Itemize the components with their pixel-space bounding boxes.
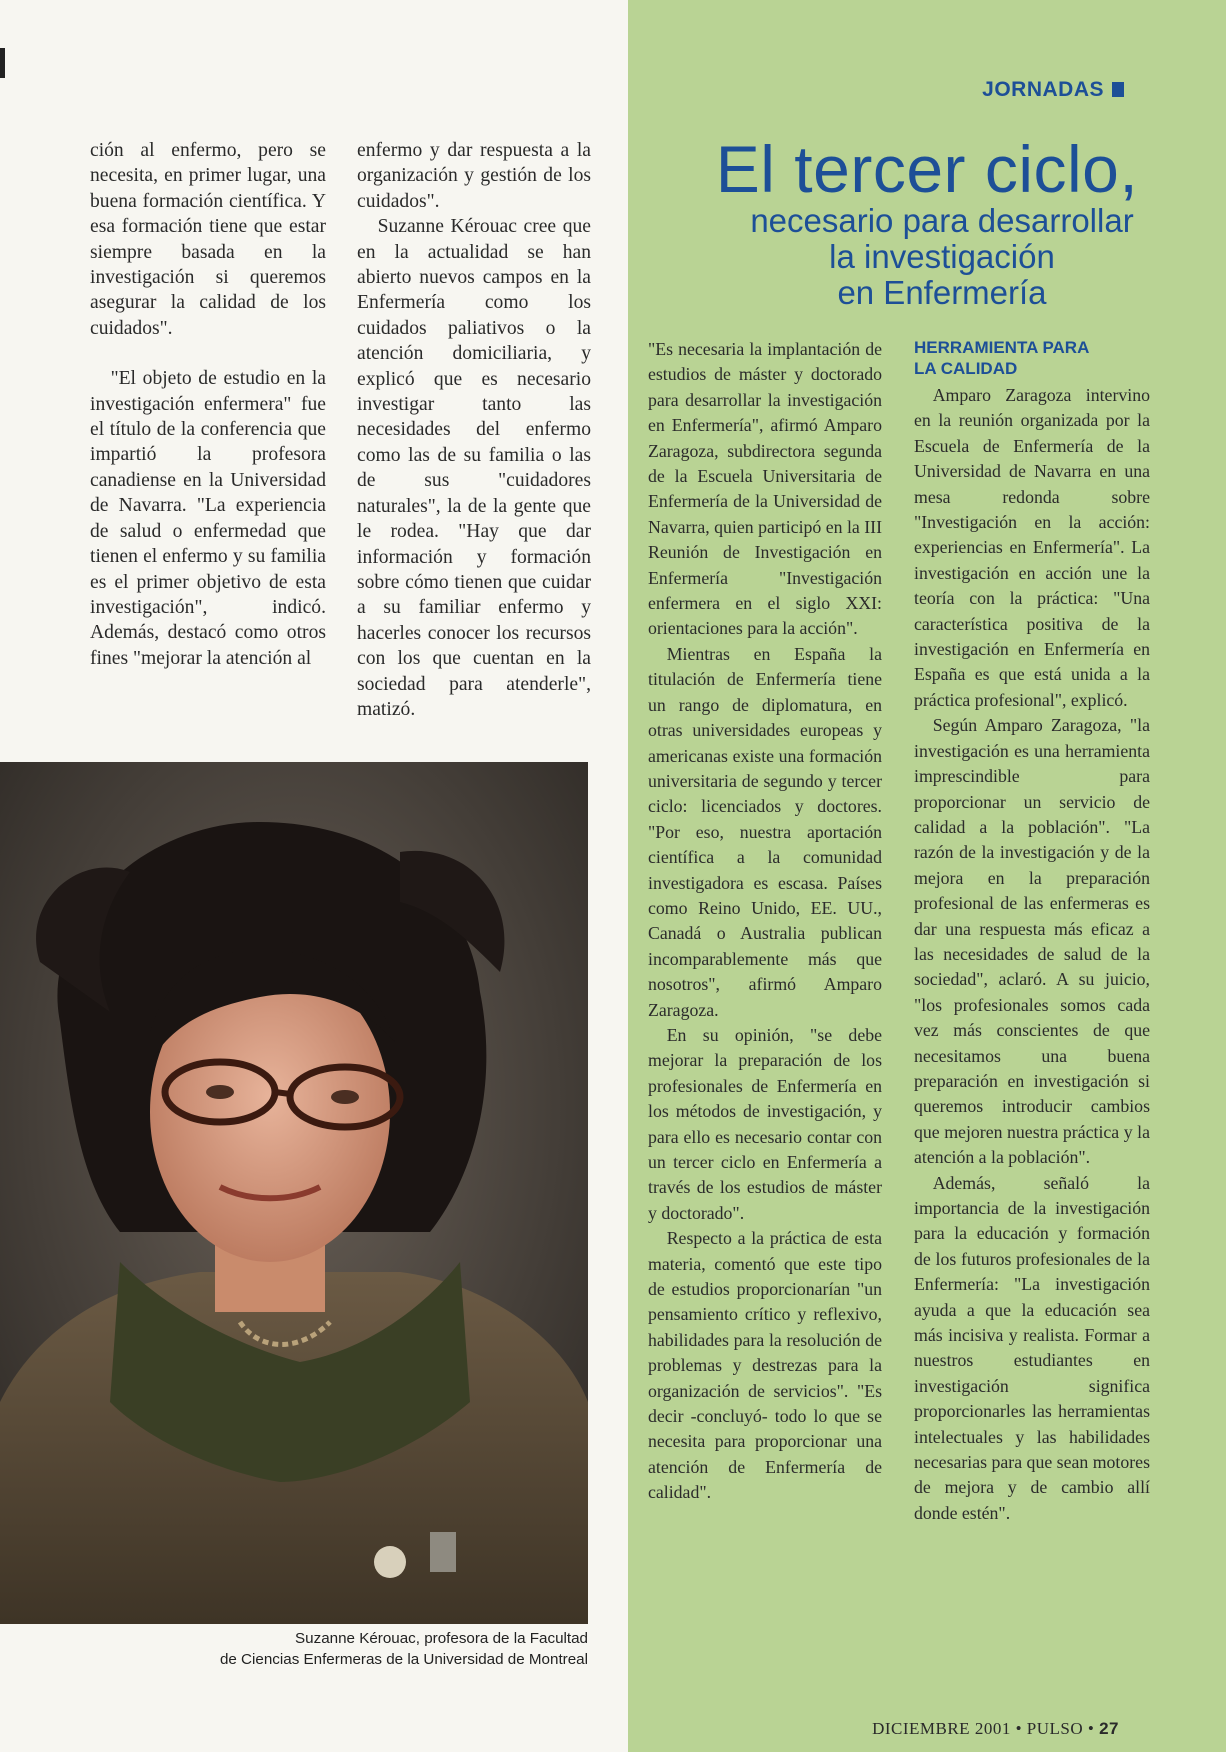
- right-column-2: [914, 337, 1150, 1526]
- paragraph: Mientras en España la titulación de Enfermería tiene un rango de diplomatura, en otras universidades europeas y americanas existe una formación universitaria de segundo y tercer ciclo: licenciados y doctores. "Por eso, nuestra aportación científica a la comunidad investigadora es escasa. Países como Reino Unido, EE. UU., Canadá o Australia publican incomparablemente más que nosotros", afirmó Amparo Zaragoza.: [648, 643, 882, 1020]
- section-label: [982, 78, 1124, 102]
- subheadline: [628, 203, 1226, 311]
- paragraph: Suzanne Kérouac cree que en la actualidad se han abierto nuevos campos en la Enfermería como los cuidados paliativos o la atención domiciliaria, y explicó que es necesario investigar tanto las necesidades del enfermo como las de su familia o las de sus "cuidadores naturales", la de la gente que le rodea. "Hay que dar información y formación sobre cómo tienen que cuidar a su familiar enfermo y hacerles conocer los recursos con los que cuentan en la sociedad para atenderle", matizó.: [357, 216, 591, 720]
- photo-caption: [90, 1628, 588, 1670]
- portrait-illustration: [0, 762, 588, 1624]
- section-label-text: JORNADAS: [982, 78, 1104, 101]
- caption-line: Suzanne Kérouac, profesora de la Facultad: [295, 1630, 588, 1647]
- footer-date: DICIEMBRE 2001: [872, 1719, 1011, 1738]
- square-icon: [1112, 82, 1124, 97]
- paragraph: Según Amparo Zaragoza, "la investigación es una herramienta imprescindible para proporcionar un servicio de calidad a la población". "La razón de la investigación y de la mejora en la preparación profesional de las enfermeras es dar una respuesta más eficaz a las necesidades de salud de la sociedad", aclaró. A su juicio, "los profesionales somos cada vez más conscientes de que necesitamos una buena preparación en investigación si queremos introducir cambios que mejoren nuestra práctica y la atención a la población".: [914, 715, 1150, 1168]
- subheading-line: HERRAMIENTA PARA: [914, 338, 1090, 357]
- paragraph: ción al enfermo, pero se necesita, en primer lugar, una buena formación científica. Y esa formación tiene que estar siempre basada en la investigación si queremos asegurar la calidad de los cuidados".: [90, 140, 326, 339]
- bullet-separator: •: [1015, 1719, 1027, 1738]
- footer-magazine: PULSO: [1026, 1719, 1084, 1738]
- paragraph: "Es necesaria la implantación de estudios de máster y doctorado para desarrollar la investigación en Enfermería", afirmó Amparo Zaragoza, subdirectora segunda de la Escuela Universitaria de Enfermería de la Universidad de Navarra, quien participó en la III Reunión de Investigación en Enfermería "Investigación enfermera en el siglo XXI: orientaciones para la acción".: [648, 339, 883, 639]
- left-column-2: [357, 138, 591, 722]
- subheading: [914, 337, 1150, 379]
- subheadline-line: en Enfermería: [837, 274, 1047, 311]
- page-footer: [872, 1719, 1119, 1739]
- headline: El tercer ciclo,: [715, 132, 1139, 206]
- paragraph: En su opinión, "se debe mejorar la preparación de los profesionales de Enfermería en los métodos de investigación, y para ello es necesario contar con un tercer ciclo en Enfermería a través de los estudios de máster y doctorado".: [648, 1024, 882, 1223]
- caption-line: de Ciencias Enfermeras de la Universidad de Montreal: [219, 1651, 588, 1668]
- bullet-separator: •: [1087, 1719, 1100, 1738]
- paragraph: Además, señaló la importancia de la investigación para la educación y formación de los futuros profesionales de la Enfermería: "La investigación ayuda a que la educación sea más incisiva y realista. Formar a nuestros estudiantes en investigación significa proporcionarles las herramientas intelectuales y las habilidades necesarias para que sean motores de mejora y de cambio allí donde estén".: [914, 1172, 1150, 1523]
- paragraph: Amparo Zaragoza intervino en la reunión organizada por la Escuela de Enfermería de la Universidad de Navarra en una mesa redonda sobre "Investigación en la acción: experiencias en Enfermería". La investigación en acción une la teoría con la práctica: "Una característica positiva de la investigación en Enfermería en España es que está unida a la práctica profesional", explicó.: [914, 385, 1150, 710]
- left-column-1: [90, 138, 326, 671]
- binding-mark: [0, 48, 5, 78]
- paragraph: "El objeto de estudio en la investigación enfermera" fue el título de la conferencia que impartió la profesora canadiense en la Universidad de Navarra. "La experiencia de salud o enfermedad que tienen el enfermo y su familia es el primer objetivo de esta investigación", indicó. Además, destacó como otros fines "mejorar la atención al: [90, 368, 326, 669]
- paragraph: enfermo y dar respuesta a la organización y gestión de los cuidados".: [357, 140, 591, 212]
- portrait-photo: [0, 762, 588, 1624]
- subheadline-line: necesario para desarrollar: [750, 202, 1134, 239]
- subheadline-line: la investigación: [829, 238, 1055, 275]
- subheading-line: LA CALIDAD: [914, 359, 1018, 378]
- paragraph: Respecto a la práctica de esta materia, comentó que este tipo de estudios proporcionarían "un pensamiento crítico y reflexivo, habilidades para la resolución de problemas y destrezas para la organización de servicios". "Es decir -concluyó- todo lo que se necesita para proporcionar una atención de Enfermería de calidad".: [648, 1228, 882, 1503]
- page-number: 27: [1099, 1719, 1119, 1738]
- right-column-1: [648, 337, 882, 1506]
